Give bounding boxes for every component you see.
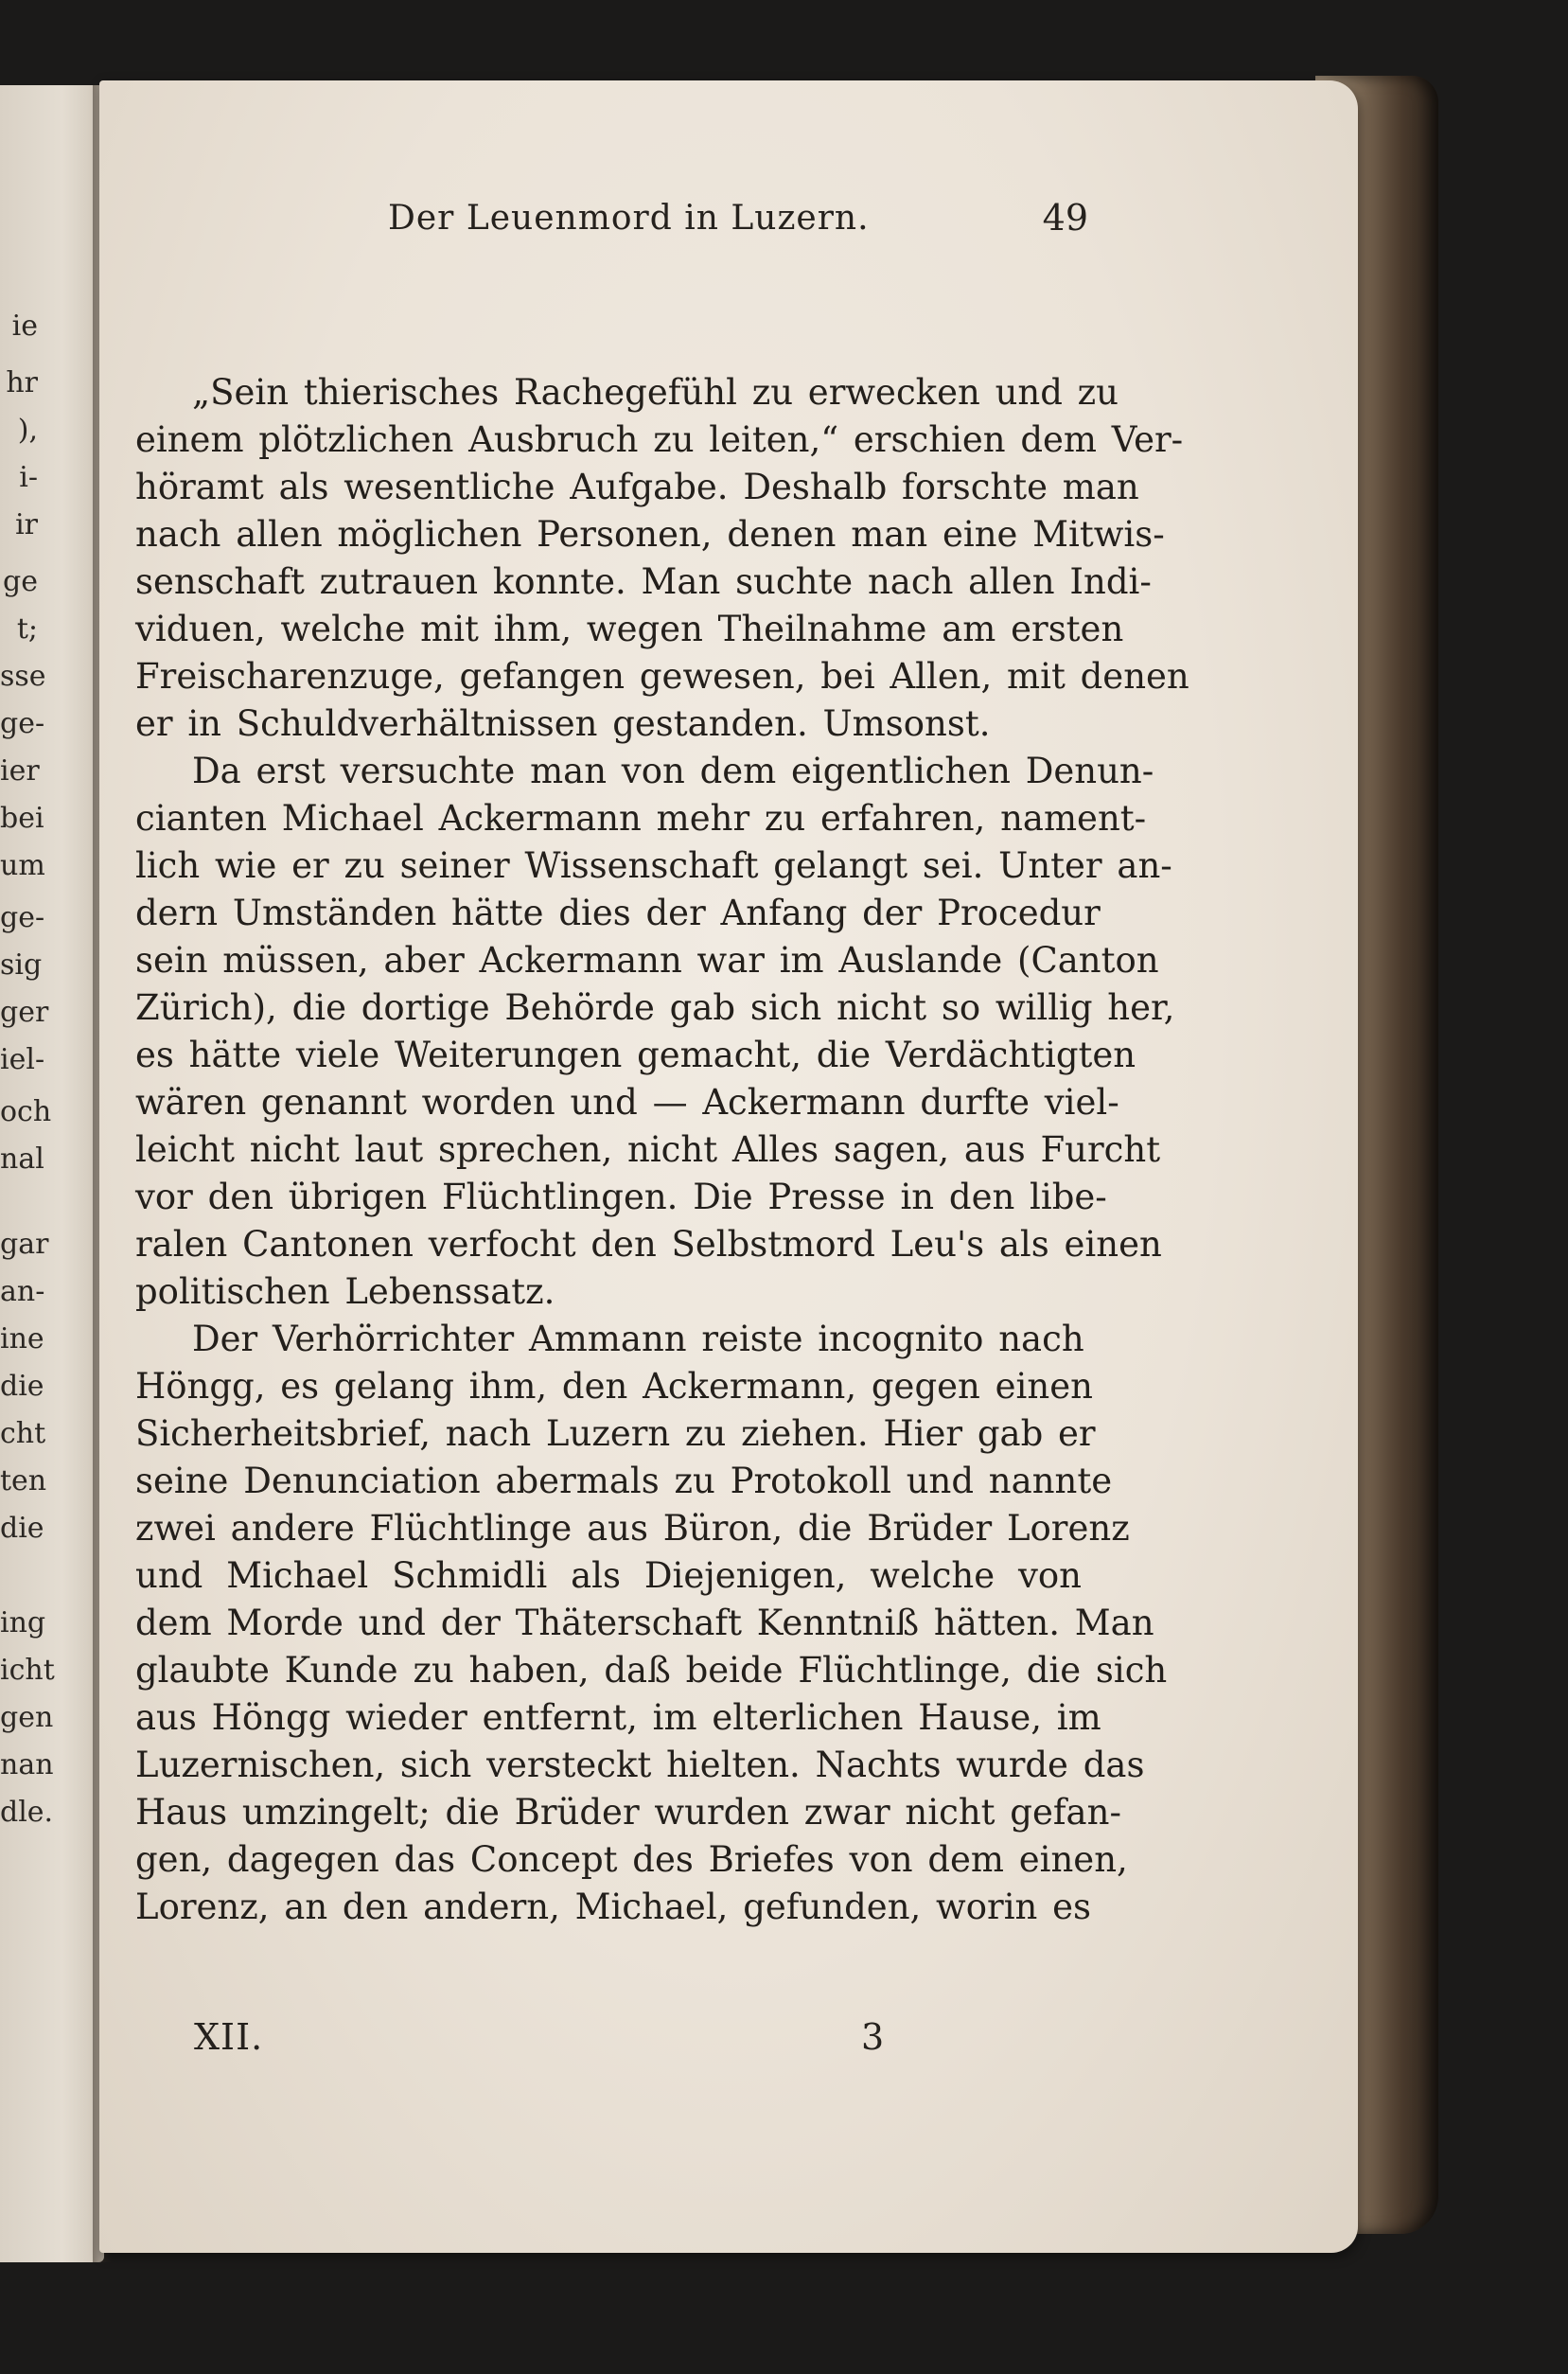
- text-line: Höngg, es gelang ihm, den Ackermann, gegen einen: [135, 1366, 1093, 1407]
- text-line: politischen Lebenssatz.: [135, 1271, 555, 1312]
- text-line: nach allen möglichen Personen, denen man eine Mitwis-: [135, 514, 1165, 555]
- left-page-fragment: i-: [19, 461, 38, 494]
- text-line: ralen Cantonen verfocht den Selbstmord Leu's als einen: [135, 1224, 1162, 1265]
- left-page-fragment: nal: [0, 1143, 44, 1176]
- left-page-fragment: ge: [3, 565, 38, 598]
- text-line: glaubte Kunde zu haben, daß beide Flüchtlinge, die sich: [135, 1650, 1168, 1691]
- left-page-fragment: sse: [0, 660, 46, 693]
- left-page-fragment: iel-: [0, 1043, 45, 1076]
- text-line: sein müssen, aber Ackermann war im Auslande (Canton: [135, 940, 1159, 981]
- page-footer: [99, 2016, 1358, 2064]
- book-page: [99, 80, 1358, 2253]
- text-line: viduen, welche mit ihm, wegen Theilnahme am ersten: [135, 609, 1124, 649]
- text-line: gen, dagegen das Concept des Briefes von dem einen,: [135, 1839, 1128, 1880]
- left-page-fragment: t;: [16, 612, 38, 646]
- text-line: wären genannt worden und — Ackermann durfte viel-: [135, 1082, 1119, 1123]
- left-page-fragment: sig: [0, 948, 43, 982]
- text-line: Freischarenzuge, gefangen gewesen, bei Allen, mit denen: [135, 656, 1189, 697]
- left-page-fragment: bei: [0, 802, 44, 835]
- left-page-fragment: gen: [0, 1701, 54, 1734]
- text-line: seine Denunciation abermals zu Protokoll und nannte: [135, 1461, 1113, 1501]
- text-line: einem plötzlichen Ausbruch zu leiten,“ erschien dem Ver-: [135, 419, 1184, 460]
- text-line: „Sein thierisches Rachegefühl zu erwecken und zu: [192, 372, 1119, 413]
- left-page-fragment: ing: [0, 1606, 46, 1639]
- page-number: 49: [1042, 197, 1088, 239]
- left-page-fragment: gar: [0, 1228, 49, 1261]
- left-page-fragment: die: [0, 1512, 44, 1545]
- left-page-fragment: och: [0, 1095, 52, 1128]
- left-page-fragment: um: [0, 849, 45, 882]
- left-page-fragment: icht: [0, 1654, 55, 1687]
- text-line: lich wie er zu seiner Wissenschaft gelangt sei. Unter an-: [135, 845, 1172, 886]
- left-page-fragment: ),: [17, 414, 38, 447]
- left-page-fragment: ten: [0, 1464, 47, 1497]
- left-page-fragment: ie: [11, 310, 38, 343]
- text-line: zwei andere Flüchtlinge aus Büron, die Brüder Lorenz: [135, 1508, 1130, 1549]
- text-line: Lorenz, an den andern, Michael, gefunden, worin es: [135, 1887, 1091, 1927]
- text-line: Der Verhörrichter Ammann reiste incognito nach: [192, 1319, 1084, 1359]
- left-page-fragment: ger: [0, 996, 49, 1029]
- text-line: er in Schuldverhältnissen gestanden. Umsonst.: [135, 703, 991, 744]
- text-line: senschaft zutrauen konnte. Man suchte nach allen Indi-: [135, 561, 1152, 602]
- sheet-signature: XII.: [194, 2016, 264, 2058]
- page-header: [284, 199, 1230, 256]
- left-page-fragment: ge-: [0, 901, 45, 934]
- left-page-fragment: die: [0, 1370, 44, 1403]
- left-page-fragment: ge-: [0, 707, 45, 740]
- left-page-fragment: an-: [0, 1275, 45, 1308]
- left-page-fragment: dle.: [0, 1796, 54, 1829]
- text-line: cianten Michael Ackermann mehr zu erfahren, nament-: [135, 798, 1147, 839]
- text-line: Sicherheitsbrief, nach Luzern zu ziehen. Hier gab er: [135, 1413, 1096, 1454]
- body-text: [135, 369, 1189, 1931]
- text-line: dern Umständen hätte dies der Anfang der Procedur: [135, 893, 1101, 933]
- left-page-fragment: ine: [0, 1322, 44, 1355]
- left-page-fragment: ier: [0, 754, 40, 788]
- text-line: es hätte viele Weiterungen gemacht, die Verdächtigten: [135, 1035, 1136, 1075]
- left-page-fragment: nan: [0, 1748, 54, 1781]
- text-line: Haus umzingelt; die Brüder wurden zwar nicht gefan-: [135, 1792, 1121, 1833]
- left-facing-page: [0, 85, 104, 2262]
- text-line: dem Morde und der Thäterschaft Kenntniß hätten. Man: [135, 1603, 1154, 1643]
- text-line: und Michael Schmidli als Diejenigen, welche von: [135, 1555, 1082, 1596]
- text-line: Da erst versuchte man von dem eigentlichen Denun-: [192, 751, 1154, 791]
- left-page-fragment: cht: [0, 1417, 46, 1450]
- text-line: vor den übrigen Flüchtlingen. Die Presse in den libe-: [135, 1177, 1107, 1217]
- text-line: Zürich), die dortige Behörde gab sich nicht so willig her,: [135, 987, 1175, 1028]
- text-line: leicht nicht laut sprechen, nicht Alles sagen, aus Furcht: [135, 1129, 1161, 1170]
- text-line: aus Höngg wieder entfernt, im elterlichen Hause, im: [135, 1697, 1101, 1738]
- left-page-fragment: hr: [6, 366, 38, 399]
- text-line: Luzernischen, sich versteckt hielten. Nachts wurde das: [135, 1745, 1145, 1785]
- left-page-fragment: ir: [15, 508, 38, 541]
- running-title: Der Leuenmord in Luzern.: [388, 199, 870, 238]
- sheet-number: 3: [861, 2016, 885, 2058]
- text-line: höramt als wesentliche Aufgabe. Deshalb forschte man: [135, 467, 1139, 507]
